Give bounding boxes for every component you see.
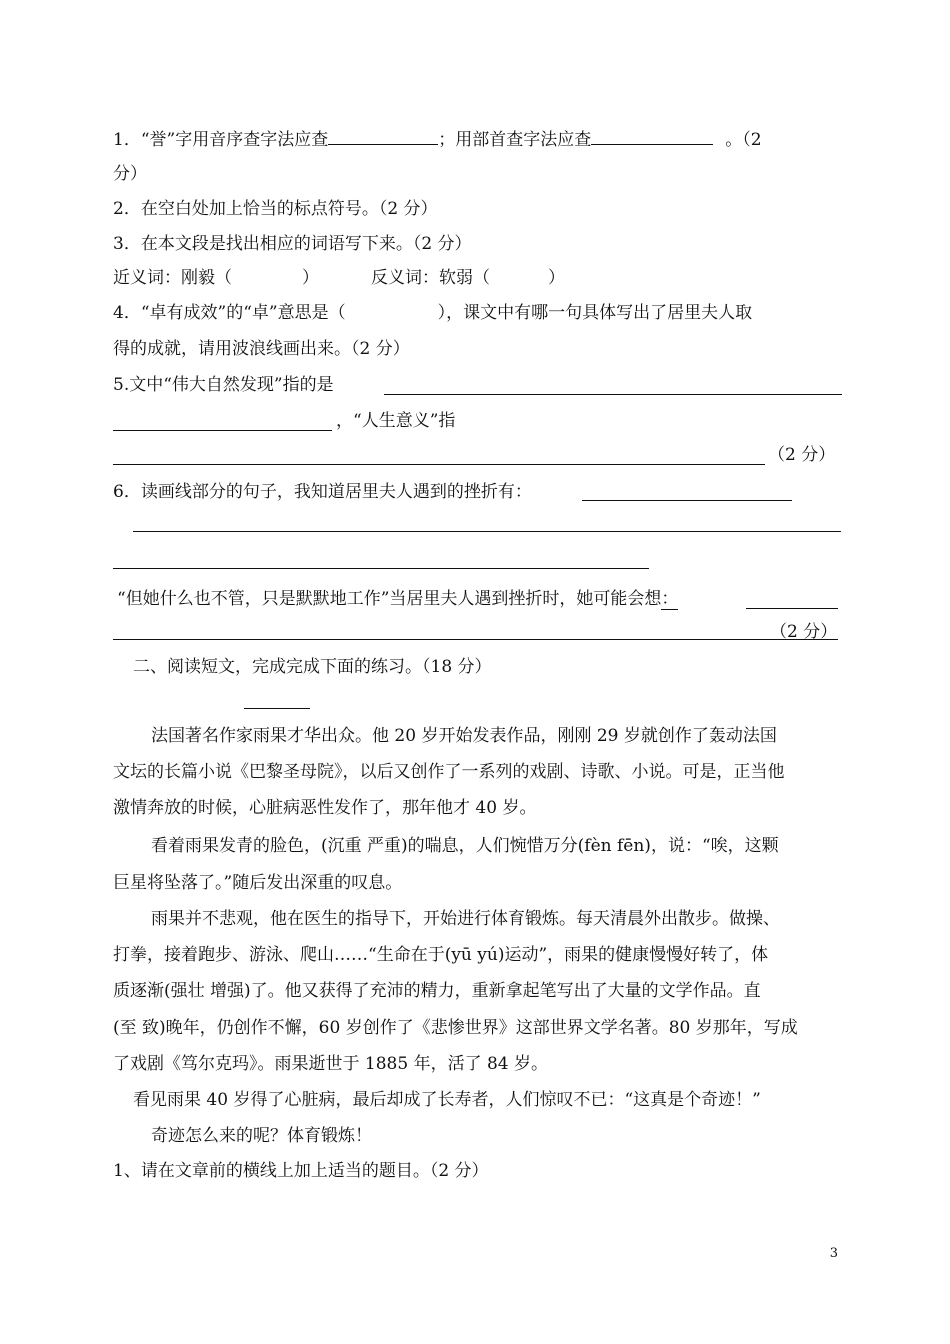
question-3: 3．在本文段是找出相应的词语写下来。（2 分） bbox=[113, 234, 472, 254]
q3-synonym-close: ） bbox=[302, 268, 319, 288]
q3-synonym-label: 近义词：刚毅（ bbox=[113, 268, 232, 288]
q6-blank-1[interactable] bbox=[582, 500, 792, 501]
q5-blank-2[interactable] bbox=[113, 430, 332, 431]
passage-p1-line3: 激情奔放的时候，心脏病恶性发作了，那年他才 40 岁。 bbox=[113, 798, 537, 818]
q6-blank-3[interactable] bbox=[113, 568, 649, 569]
q3-antonym-label: 反义词：软弱（ bbox=[371, 268, 490, 288]
q5-text-b: ，“人生意义”指 bbox=[336, 411, 456, 431]
question-2: 2．在空白处加上恰当的标点符号。（2 分） bbox=[113, 199, 438, 219]
q5-blank-3[interactable] bbox=[113, 464, 765, 465]
passage-p3-line2: 打拳，接着跑步、游泳、爬山……“生命在于(yū yú)运动”，雨果的健康慢慢好转了，体 bbox=[113, 945, 769, 965]
q6-blank-5[interactable] bbox=[113, 639, 838, 640]
question-5: 5.文中“伟大自然发现”指的是 bbox=[113, 375, 334, 395]
q6-blank-4[interactable] bbox=[746, 608, 838, 609]
subquestion-1: 1、请在文章前的横线上加上适当的题目。（2 分） bbox=[113, 1161, 489, 1181]
q1-text-a: 1．“誉”字用音序查字法应查 bbox=[113, 130, 329, 150]
passage-p3-line4: (至 致)晚年，仍创作不懈，60 岁创作了《悲惨世界》这部世界文学名著。80 岁那年，写成 bbox=[113, 1018, 798, 1038]
q3-answer-line bbox=[113, 266, 565, 290]
passage-p4: 看见雨果 40 岁得了心脏病，最后却成了长寿者，人们惊叹不已：“这真是个奇迹！” bbox=[133, 1090, 761, 1110]
passage-p3-line3: 质逐渐(强壮 增强)了。他又获得了充沛的精力，重新拿起笔写出了大量的文学作品。直 bbox=[113, 981, 761, 1001]
q3-antonym-close: ） bbox=[548, 268, 565, 288]
passage-p1-line1: 法国著名作家雨果才华出众。他 20 岁开始发表作品，刚刚 29 岁就创作了轰动法国 bbox=[151, 726, 777, 746]
passage-p3-line5: 了戏剧《笃尔克玛》。雨果逝世于 1885 年，活了 84 岁。 bbox=[113, 1054, 549, 1074]
passage-p2-line1: 看着雨果发青的脸色，(沉重 严重)的喘息，人们惋惜万分(fèn fēn)，说：“唉，这颗 bbox=[151, 836, 779, 856]
q4-text-b: ），课文中有哪一句具体写出了居里夫人取 bbox=[437, 303, 753, 323]
question-6: 6．读画线部分的句子，我知道居里夫人遇到的挫折有： bbox=[113, 482, 532, 502]
q4-text-a: 4．“卓有成效”的“卓”意思是（ bbox=[113, 303, 346, 323]
page-number: 3 bbox=[829, 1246, 838, 1261]
passage-p2-line2: 巨星将坠落了。”随后发出深重的叹息。 bbox=[113, 873, 403, 893]
q1-blank-2[interactable] bbox=[591, 126, 713, 145]
q4-continued: 得的成就，请用波浪线画出来。（2 分） bbox=[113, 339, 410, 359]
q6-quote: “但她什么也不管，只是默默地工作”当居里夫人遇到挫折时，她可能会想 bbox=[117, 589, 662, 609]
section-2-heading: 二、阅读短文，完成完成下面的练习。（18 分） bbox=[133, 657, 492, 677]
passage-p1-line2: 文坛的长篇小说《巴黎圣母院》，以后又创作了一系列的戏剧、诗歌、小说。可是，正当他 bbox=[113, 762, 785, 782]
q1-blank-1[interactable] bbox=[328, 126, 438, 145]
q6-score: （2 分） bbox=[770, 622, 838, 642]
question-4 bbox=[113, 301, 752, 325]
q1-score: 分） bbox=[113, 164, 147, 184]
q6-text-b bbox=[117, 587, 678, 611]
q5-blank-1[interactable] bbox=[384, 394, 842, 395]
q1-text-c: 。（2 bbox=[725, 130, 762, 150]
passage-p3-line1: 雨果并不悲观，他在医生的指导下，开始进行体育锻炼。每天清晨外出散步。做操、 bbox=[151, 909, 780, 929]
title-blank[interactable] bbox=[244, 708, 310, 709]
q6-blank-2[interactable] bbox=[133, 531, 841, 532]
q6-colon: ： bbox=[661, 589, 679, 609]
q1-text-b: ；用部首查字法应查 bbox=[438, 130, 592, 150]
question-1 bbox=[113, 126, 762, 152]
q5-score: （2 分） bbox=[768, 445, 836, 465]
passage-p5: 奇迹怎么来的呢？体育锻炼！ bbox=[151, 1126, 372, 1146]
